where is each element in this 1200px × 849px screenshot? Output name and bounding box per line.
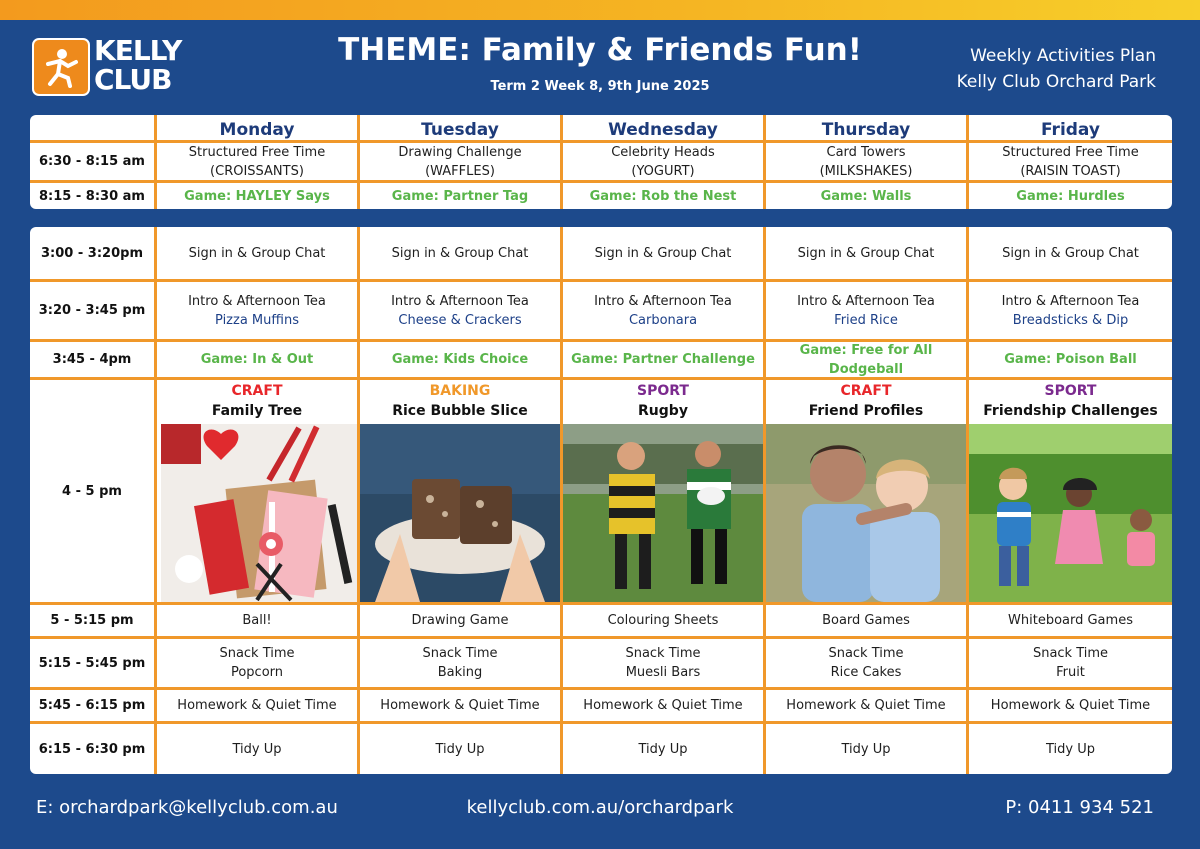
main-activity — [969, 380, 1172, 422]
activity-cell: Tidy Up — [638, 741, 688, 757]
activity-cell: Drawing Challenge (WAFFLES) — [398, 144, 522, 179]
activity-cell: Homework & Quiet Time — [380, 698, 540, 713]
activity-title: Rugby — [638, 403, 688, 419]
activity-cell: Snack Time Baking — [422, 646, 498, 680]
time-slot: 4 - 5 pm — [62, 483, 122, 499]
activity-cell: Homework & Quiet Time — [786, 698, 946, 713]
activity-cell: Tidy Up — [435, 741, 485, 757]
activity-cell: Card Towers (MILKSHAKES) — [819, 144, 913, 179]
activity-cell: Structured Free Time (CROISSANTS) — [188, 144, 326, 179]
time-slot: 6:15 - 6:30 pm — [38, 741, 146, 757]
time-slot: 5 - 5:15 pm — [50, 613, 134, 628]
contact-phone[interactable]: P: 0411 934 521 — [1005, 797, 1154, 818]
logo-wordmark: KELLY CLUB — [94, 34, 182, 96]
main-activity — [157, 380, 357, 422]
activity-cell: Colouring Sheets — [607, 613, 719, 628]
plan-info — [957, 43, 1156, 95]
game-cell: Game: In & Out — [200, 352, 314, 367]
game-cell: Game: HAYLEY Says — [184, 188, 330, 204]
rice-bubble-slice-photo — [360, 424, 560, 602]
top-accent-bar — [0, 0, 1200, 20]
activity-cell: Homework & Quiet Time — [990, 698, 1151, 713]
time-slot: 3:00 - 3:20pm — [41, 245, 143, 261]
game-cell: Game: Walls — [820, 188, 912, 204]
day-header: Friday — [1041, 120, 1100, 140]
activity-cell: Snack Time Fruit — [1032, 646, 1109, 680]
rugby-photo — [563, 424, 763, 602]
activity-cell: Snack Time Rice Cakes — [828, 646, 904, 680]
activity-cell: Sign in & Group Chat — [391, 245, 529, 261]
afternoon-schedule — [30, 227, 1172, 774]
activity-cell: Snack Time Muesli Bars — [625, 646, 701, 680]
activity-cell: Board Games — [822, 613, 910, 628]
morning-schedule — [30, 115, 1172, 209]
day-header: Monday — [219, 120, 295, 140]
activity-cell: Homework & Quiet Time — [177, 698, 337, 713]
activity-cell: Structured Free Time (RAISIN TOAST) — [1002, 144, 1139, 179]
friends-hugging-photo — [766, 424, 966, 602]
plan-type: Weekly Activities Plan — [970, 46, 1156, 66]
activity-category: BAKING — [429, 383, 491, 399]
activity-cell: Homework & Quiet Time — [583, 698, 743, 713]
activity-cell: Intro & Afternoon Tea Cheese & Crackers — [391, 293, 529, 328]
activity-cell: Intro & Afternoon Tea Breadsticks & Dip — [1001, 293, 1140, 328]
main-activity — [766, 380, 966, 422]
kids-running-photo — [969, 424, 1172, 602]
activity-category: SPORT — [637, 383, 689, 399]
activity-title: Friend Profiles — [808, 403, 924, 419]
website-link[interactable]: kellyclub.com.au/orchardpark — [466, 797, 734, 818]
time-slot: 6:30 - 8:15 am — [39, 154, 145, 169]
activity-cell: Sign in & Group Chat — [1002, 245, 1139, 261]
activity-cell: Intro & Afternoon Tea Fried Rice — [797, 293, 935, 328]
running-kid-icon — [32, 38, 90, 96]
time-slot: 3:45 - 4pm — [52, 352, 132, 367]
game-cell: Game: Partner Challenge — [571, 352, 755, 367]
time-slot: 8:15 - 8:30 am — [39, 188, 145, 204]
activity-category: CRAFT — [231, 383, 283, 399]
activity-category: SPORT — [1044, 383, 1097, 399]
activity-cell: Intro & Afternoon Tea Pizza Muffins — [188, 293, 326, 328]
activity-title: Rice Bubble Slice — [392, 403, 528, 419]
activity-cell: Sign in & Group Chat — [797, 245, 935, 261]
activity-cell: Snack Time Popcorn — [219, 646, 295, 680]
activity-title: Family Tree — [211, 403, 303, 419]
activity-cell: Celebrity Heads (YOGURT) — [611, 144, 715, 179]
game-cell: Game: Rob the Nest — [589, 188, 737, 204]
main-activity — [563, 380, 763, 422]
activity-title: Friendship Challenges — [983, 403, 1158, 419]
activity-cell: Intro & Afternoon Tea Carbonara — [594, 293, 732, 328]
craft-supplies-photo — [161, 424, 357, 602]
activity-cell: Tidy Up — [232, 741, 282, 757]
activity-cell: Whiteboard Games — [1008, 613, 1133, 628]
activity-cell: Drawing Game — [411, 613, 509, 628]
main-activity — [360, 380, 560, 422]
game-cell: Game: Free for All Dodgeball — [799, 342, 933, 377]
club-name: Kelly Club Orchard Park — [956, 72, 1156, 92]
game-cell: Game: Partner Tag — [391, 188, 529, 204]
time-slot: 5:45 - 6:15 pm — [38, 698, 146, 713]
activity-cell: Sign in & Group Chat — [594, 245, 732, 261]
time-slot: 5:15 - 5:45 pm — [38, 655, 146, 671]
contact-email[interactable]: E: orchardpark@kellyclub.com.au — [36, 797, 338, 818]
activity-cell: Ball! — [242, 613, 272, 628]
page-title: THEME: Family & Friends Fun! — [338, 32, 862, 68]
day-header: Wednesday — [608, 120, 718, 140]
activity-cell: Sign in & Group Chat — [188, 245, 326, 261]
day-header: Thursday — [821, 120, 911, 140]
activity-cell: Tidy Up — [1046, 741, 1095, 757]
activity-cell: Tidy Up — [841, 741, 891, 757]
game-cell: Game: Poison Ball — [1004, 352, 1137, 367]
game-cell: Game: Hurdles — [1016, 188, 1125, 204]
time-slot: 3:20 - 3:45 pm — [38, 303, 146, 318]
game-cell: Game: Kids Choice — [391, 352, 529, 367]
kelly-club-logo[interactable] — [32, 34, 192, 98]
day-header: Tuesday — [421, 120, 499, 140]
page-subtitle: Term 2 Week 8, 9th June 2025 — [490, 79, 710, 94]
activity-category: CRAFT — [840, 383, 892, 399]
